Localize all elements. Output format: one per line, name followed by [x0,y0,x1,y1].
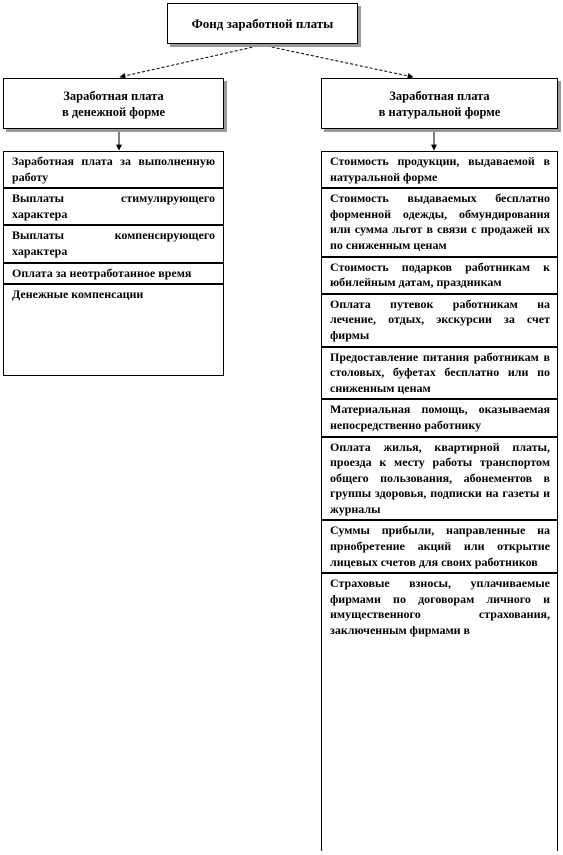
list-item: Страховые взносы, уплачиваемые фирмами по договорам личного и имущественного страхования, заключенным фирмами в [330,576,550,638]
list-item: Выплаты компенсирующего характера [4,226,223,263]
right-items-list [321,151,558,851]
list-item: Оплата жилья, квартирной платы, проезда к месту работы транспортом общего пользования, абонементов в группы здоровья, подписки на газеты и журналы [322,438,557,522]
left-header-node [3,78,224,129]
arrow-root-to-right [262,45,413,77]
arrow-root-to-left [120,45,262,77]
left-header-line-2: в денежной форме [61,104,166,119]
list-item: Заработная плата за выполненную работу [4,152,223,189]
left-header-line-1: Заработная плата [63,88,164,103]
root-label: Фонд заработной платы [191,15,334,31]
left-items-list [3,151,224,376]
list-item: Стоимость продукции, выдаваемой в натуральной форме [322,152,557,189]
list-item: Материальная помощь, оказываемая непосредственно работнику [322,400,557,437]
root-node [167,3,358,44]
list-item: Денежные компенсации [12,287,144,302]
list-item: Стоимость подарков работникам к юбилейным датам, праздникам [322,258,557,295]
list-item: Оплата за неотработанное время [4,264,223,286]
list-item: Оплата путевок работникам на лечение, отдых, экскурсии за счет фирмы [322,295,557,348]
list-item: Выплаты стимулирующего характера [4,189,223,226]
right-header-node [321,78,558,129]
list-item: Предоставление питания работникам в столовых, буфетах бесплатно или по сниженным ценам [322,348,557,401]
list-item: Стоимость выдаваемых бесплатно форменной одежды, обмундирования или сумма льгот в связи с продажей их по сниженным ценам [322,189,557,257]
list-item: Суммы прибыли, направленные на приобретение акций или открытие лицевых счетов для своих работников [322,521,557,574]
right-header-line-2: в натуральной форме [378,104,501,119]
right-header-line-1: Заработная плата [389,88,490,103]
